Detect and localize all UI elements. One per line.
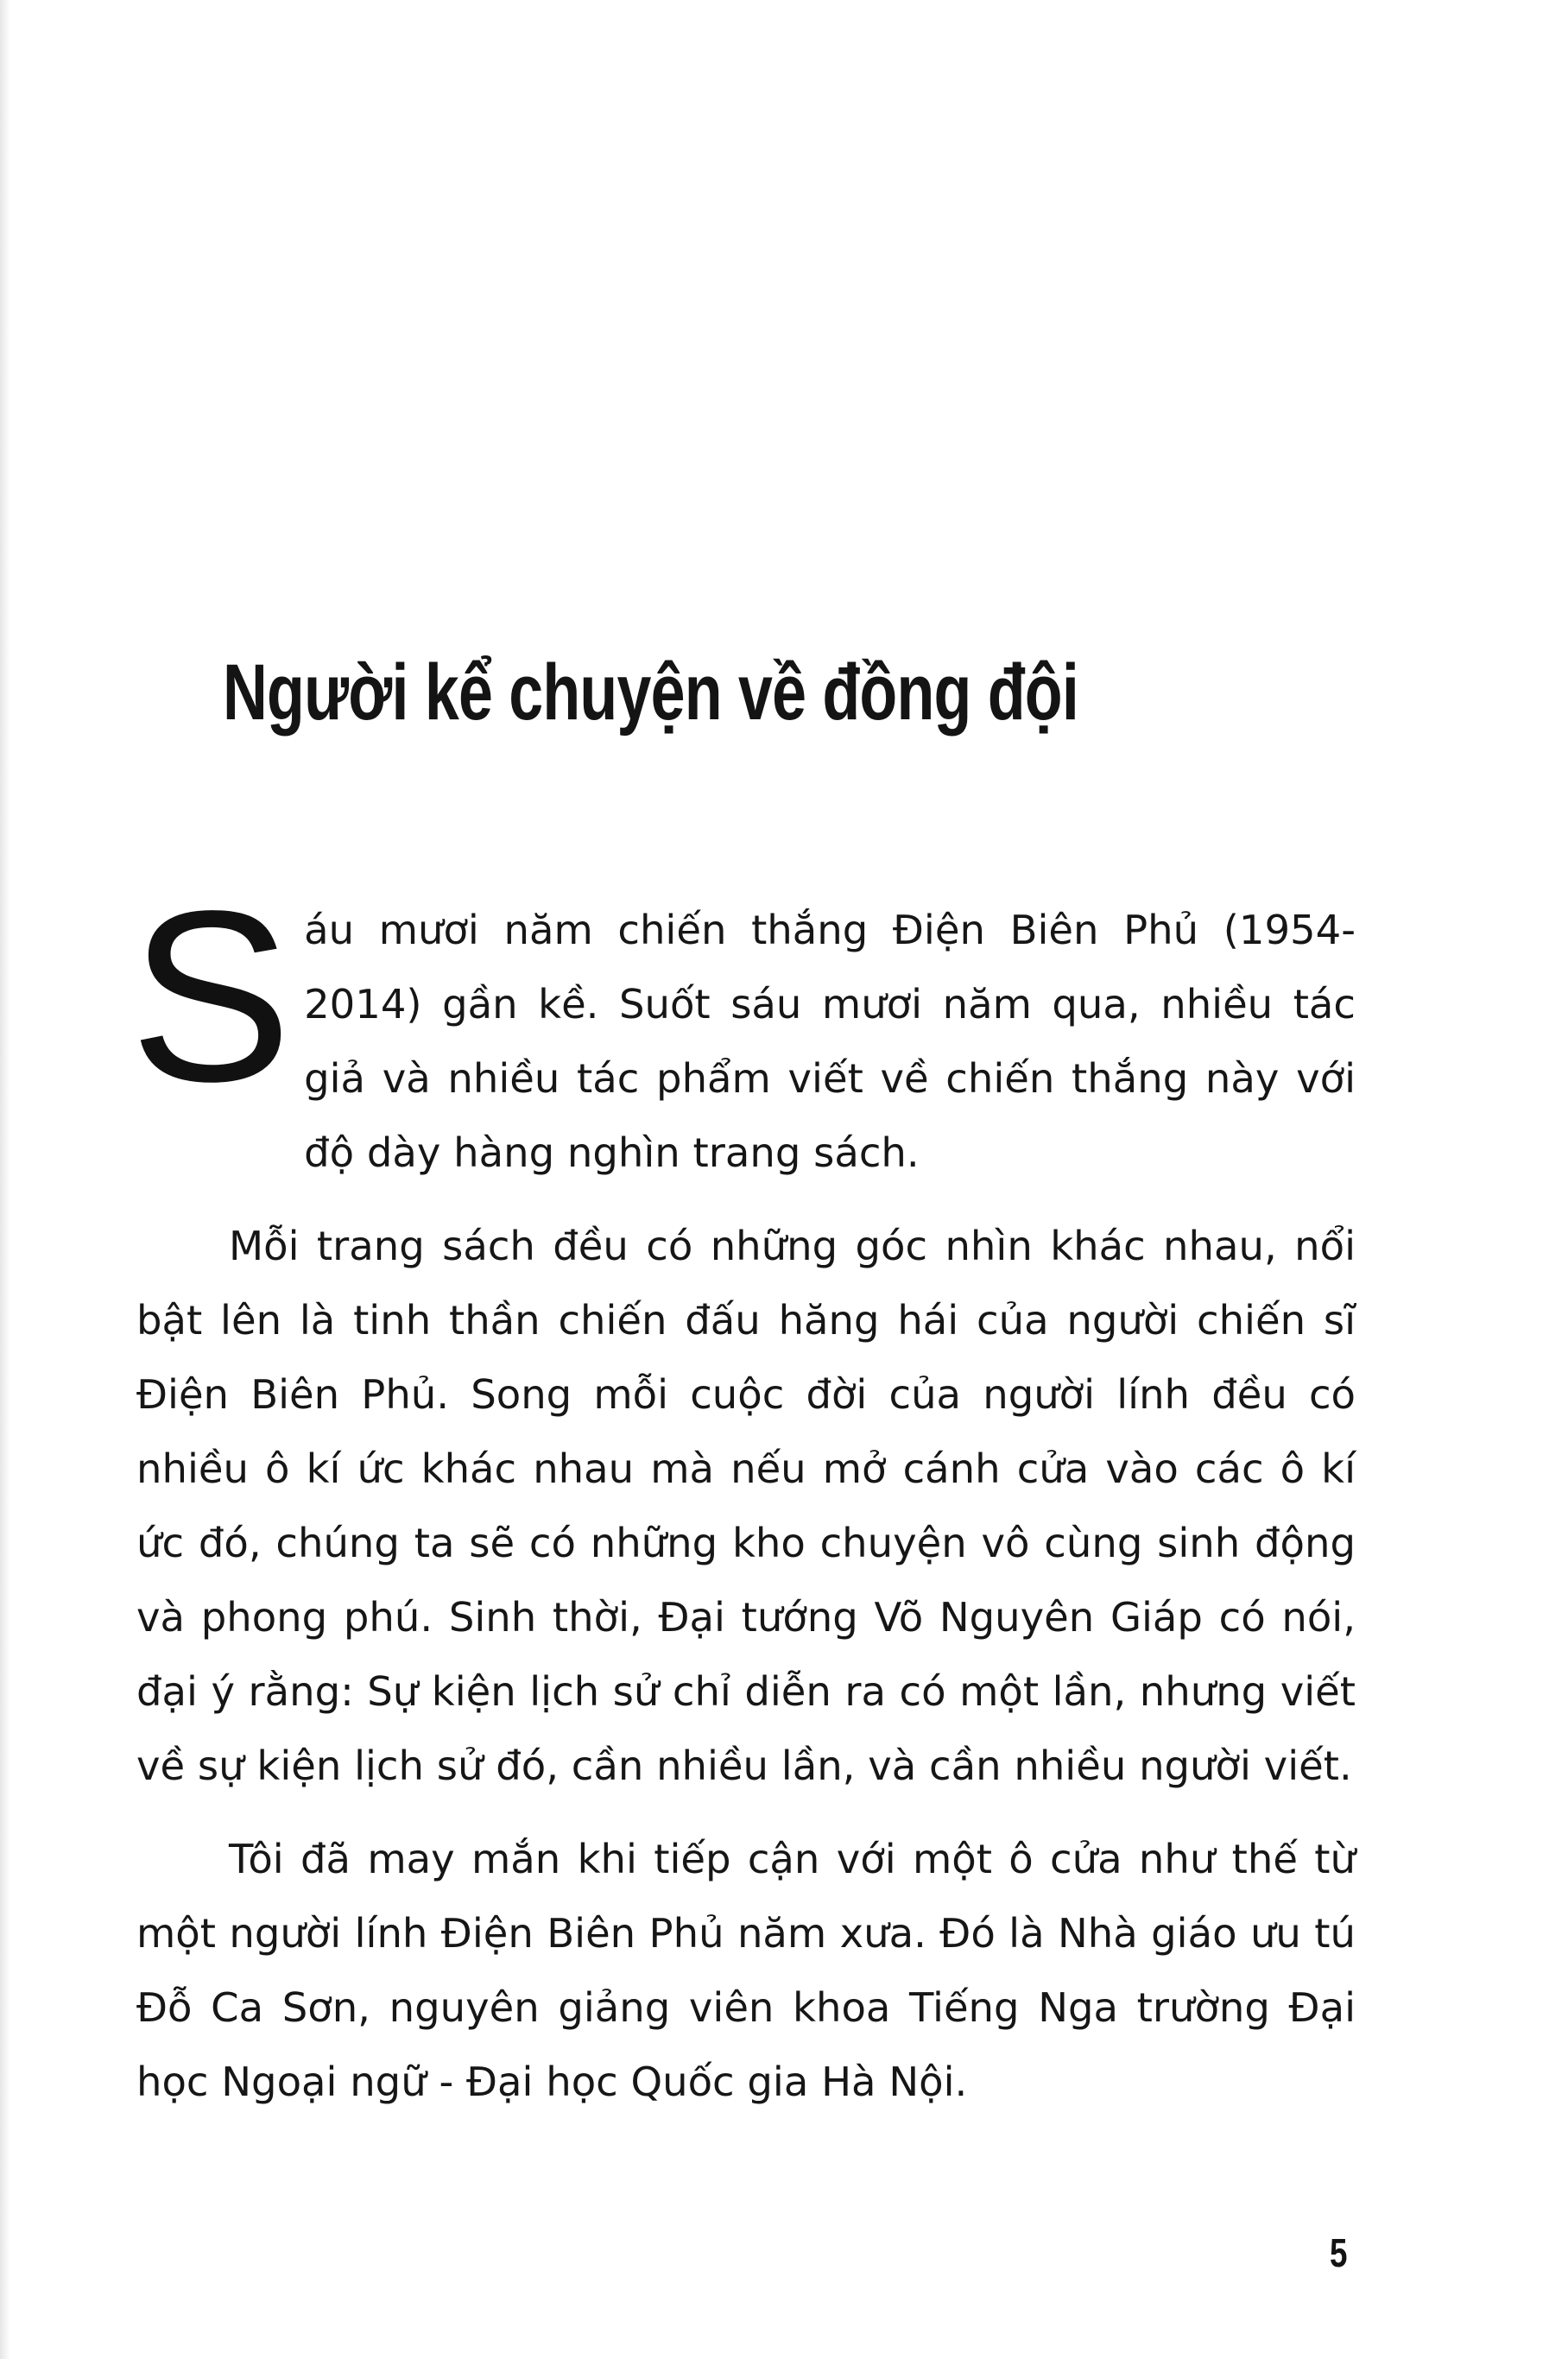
paragraph-2: Mỗi trang sách đều có những góc nhìn khác nhau, nổi bật lên là tinh thần chiến đấu hăng hái của người chiến sĩ Điện Biên Phủ. Song mỗi cuộc đời của người lính đều có nhiều ô kí ức khác nhau mà nếu mở cánh cửa vào các ô kí ức đó, chúng ta sẽ có những kho chuyện vô cùng sinh động và phong phú. Sinh thời, Đại tướng Võ Nguyên Giáp có nói, đại ý rằng: Sự kiện lịch sử chỉ diễn ra có một lần, nhưng viết về sự kiện lịch sử đó, cần nhiều lần, và cần nhiều người viết. — [136, 1223, 1356, 1789]
paragraph-1-text: áu mươi năm chiến thắng Điện Biên Phủ (1954-2014) gần kề. Suốt sáu mươi năm qua, nhiều tác giả và nhiều tác phẩm viết về chiến thắng này với độ dày hàng nghìn trang sách. — [304, 907, 1356, 1176]
chapter-title: Người kể chuyện về đồng đội — [223, 648, 1079, 737]
paragraph-1 — [130, 860, 1356, 1190]
body-text — [130, 860, 1356, 2119]
page-number: 5 — [1330, 2230, 1348, 2275]
drop-cap: S — [130, 860, 293, 1132]
page-gutter-shadow — [0, 0, 10, 2359]
paragraph-3: Tôi đã may mắn khi tiếp cận với một ô cửa như thế từ một người lính Điện Biên Phủ năm xưa. Đó là Nhà giáo ưu tú Đỗ Ca Sơn, nguyên giảng viên khoa Tiếng Nga trường Đại học Ngoại ngữ - Đại học Quốc gia Hà Nội. — [136, 1836, 1356, 2105]
